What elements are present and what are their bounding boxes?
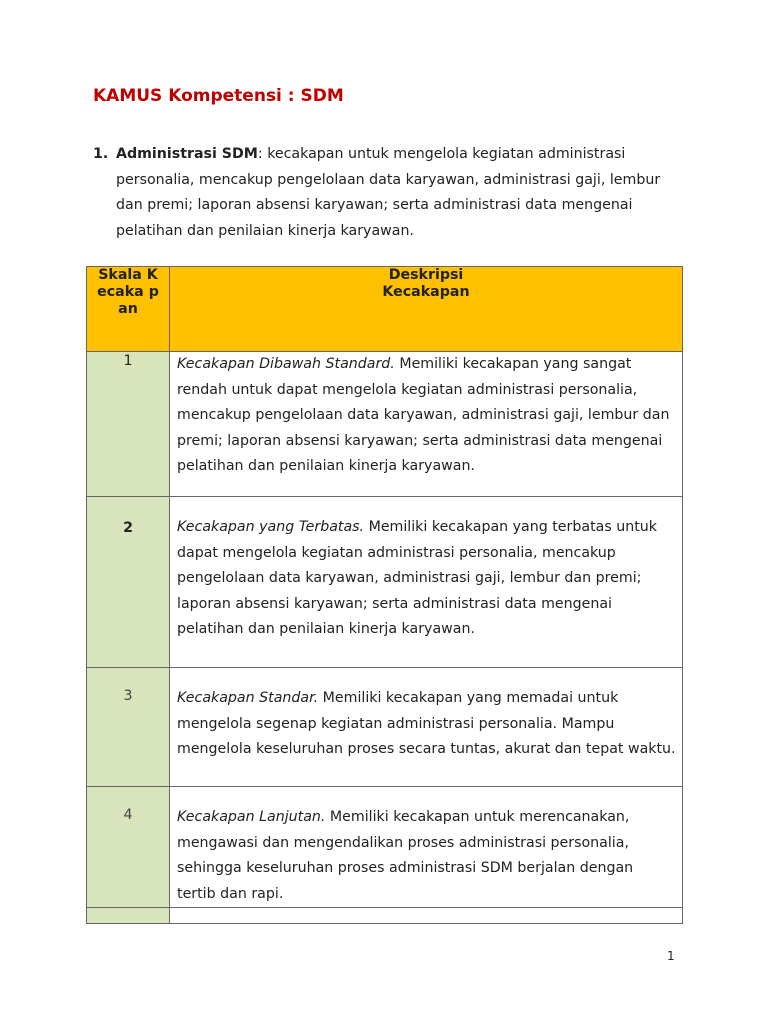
table-row xyxy=(87,668,683,787)
level-name: Kecakapan Standar. xyxy=(177,690,319,706)
description-cell xyxy=(170,908,683,924)
scale-cell xyxy=(87,352,170,497)
header-description xyxy=(170,267,683,352)
table-row xyxy=(87,497,683,668)
scale-value: 4 xyxy=(123,807,133,823)
level-description: Memiliki kecakapan untuk merencanakan, mengawasi dan mengendalikan proses administrasi personalia, sehingga keseluruhan proses administrasi SDM berjalan dengan tertib dan rapi. xyxy=(177,809,634,902)
header-description-label: Deskripsi Kecakapan xyxy=(382,267,470,300)
scale-value: 3 xyxy=(123,688,133,704)
competency-name: Administrasi SDM xyxy=(116,146,258,162)
competency-number: 1. xyxy=(93,146,109,162)
page-number: 1 xyxy=(667,949,675,963)
description-cell xyxy=(170,787,683,908)
scale-value: 1 xyxy=(123,353,133,369)
description-cell xyxy=(170,497,683,668)
level-description: Memiliki kecakapan yang memadai untuk mengelola segenap kegiatan administrasi personalia. Mampu mengelola keseluruhan proses secara tuntas, akurat dan tepat waktu. xyxy=(177,690,676,757)
level-description: Memiliki kecakapan yang sangat rendah untuk dapat mengelola kegiatan administrasi personalia, mencakup pengelolaan data karyawan, administrasi gaji, lembur dan premi; laporan absensi karyawan; serta administrasi data mengenai pelatihan dan penilaian kinerja karyawan. xyxy=(177,356,670,474)
description-cell xyxy=(170,352,683,497)
table-row xyxy=(87,787,683,908)
table-row xyxy=(87,352,683,497)
table-row-empty xyxy=(87,908,683,924)
scale-cell xyxy=(87,787,170,908)
header-scale-label: Skala Kecaka pan xyxy=(97,267,159,317)
scale-cell xyxy=(87,908,170,924)
table-header-row xyxy=(87,267,683,352)
description-cell xyxy=(170,668,683,787)
level-description: Memiliki kecakapan yang terbatas untuk dapat mengelola kegiatan administrasi personalia, mencakup pengelolaan data karyawan, administrasi gaji, lembur dan premi; laporan absensi karyawan; serta administrasi data mengenai pelatihan dan penilaian kinerja karyawan. xyxy=(177,519,657,637)
competency-definition xyxy=(93,142,683,244)
competency-scale-table xyxy=(86,266,683,924)
level-name: Kecakapan yang Terbatas. xyxy=(177,519,365,535)
level-name: Kecakapan Lanjutan. xyxy=(177,809,326,825)
document-title: KAMUS Kompetensi : SDM xyxy=(93,86,344,106)
scale-cell xyxy=(87,668,170,787)
competency-description: : kecakapan untuk mengelola kegiatan administrasi personalia, mencakup pengelolaan data karyawan, administrasi gaji, lembur dan premi; laporan absensi karyawan; serta administrasi data mengenai pelatihan dan penilaian kinerja karyawan. xyxy=(116,146,661,239)
header-scale xyxy=(87,267,170,352)
scale-value: 2 xyxy=(123,520,133,536)
competency-text xyxy=(116,142,683,244)
level-name: Kecakapan Dibawah Standard. xyxy=(177,356,395,372)
scale-cell xyxy=(87,497,170,668)
